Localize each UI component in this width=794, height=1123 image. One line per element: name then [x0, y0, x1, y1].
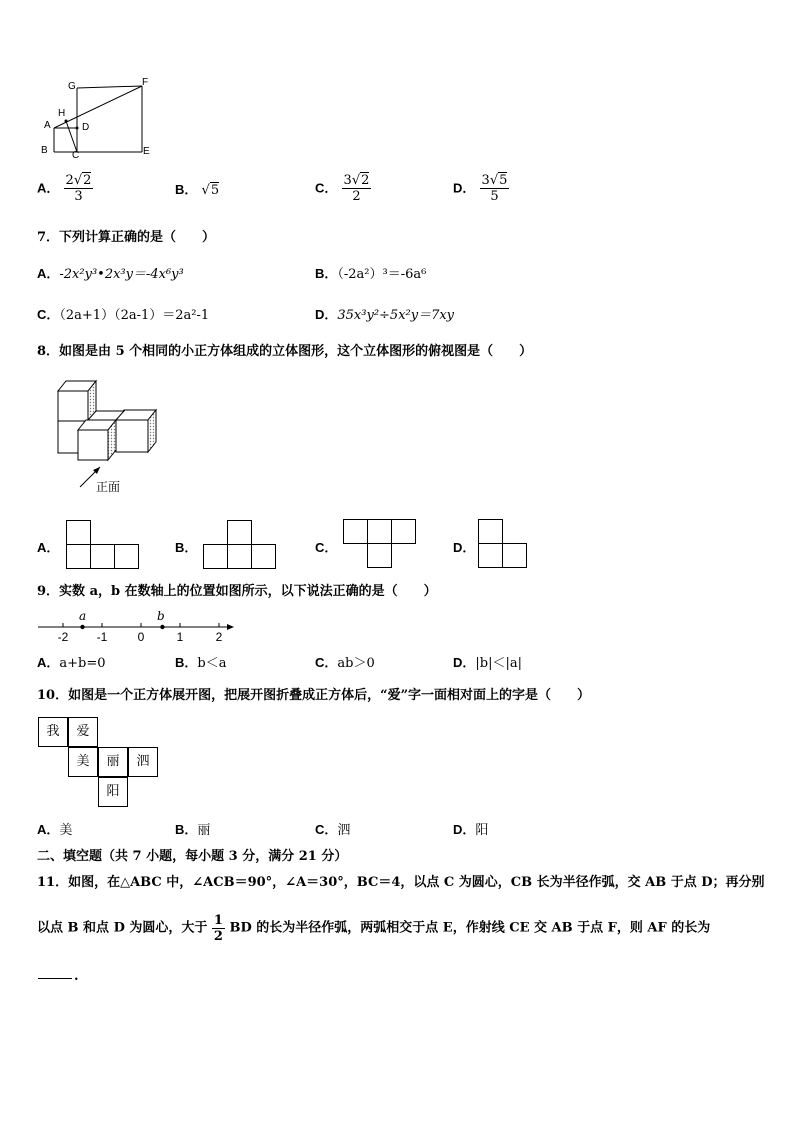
- q6-label-F: F: [142, 77, 149, 88]
- q9-option-d-letter: D．: [453, 655, 476, 670]
- q8-option-a-letter[interactable]: A．: [37, 540, 60, 555]
- q10-cube-net: [38, 717, 160, 807]
- q6-option-d-fraction: $\frac{3√5}{5}$: [481, 173, 508, 204]
- q9-option-b[interactable]: [175, 655, 226, 672]
- q7-stem: 7．下列计算正确的是（ ）: [37, 230, 216, 245]
- q6-label-C: C: [72, 150, 80, 161]
- q10-cell-mei: 美: [68, 747, 98, 777]
- q9-point-b-label: b: [157, 609, 165, 623]
- q11-line-2-post: BD 的长为半径作弧，两弧相交于点 E，作射线 CE 交 AB 于点 F，则 AF 的长为: [229, 920, 711, 936]
- q8-option-d-letter[interactable]: D．: [453, 540, 476, 555]
- q8-front-label: 正面: [96, 480, 121, 494]
- q9-option-a[interactable]: [37, 655, 106, 672]
- q7-option-b[interactable]: [315, 266, 426, 283]
- q10-cell-wo: 我: [38, 717, 68, 747]
- q9-option-d[interactable]: [453, 655, 522, 672]
- q9-option-c-text: ab＞0: [337, 656, 375, 671]
- q6-label-D: D: [82, 122, 90, 133]
- q9-point-a: [80, 625, 84, 629]
- q8-option-b-letter[interactable]: B．: [175, 540, 198, 555]
- q8-option-c-letter[interactable]: C．: [315, 540, 338, 555]
- q8-option-d-figure[interactable]: [478, 519, 530, 569]
- q10-cell-ai: 爱: [68, 717, 98, 747]
- q6-option-a[interactable]: [37, 173, 93, 204]
- q9-tick-label: 2: [215, 630, 223, 644]
- q6-option-c-fraction: $\frac{3√2}{2}$: [343, 173, 370, 204]
- q11-line-2: [37, 913, 710, 944]
- q10-option-a[interactable]: [37, 822, 72, 839]
- q6-option-b-value: √5: [201, 183, 220, 198]
- q6-label-B: B: [41, 145, 48, 156]
- q10-option-c-letter: C．: [315, 822, 338, 837]
- q6-option-a-letter: A．: [37, 180, 60, 196]
- q8-option-a-figure[interactable]: [66, 520, 141, 570]
- q7-option-d-text: 35x³y²÷5x²y＝7xy: [337, 308, 455, 323]
- q10-option-b-letter: B．: [175, 822, 198, 837]
- q8-option-b-figure[interactable]: [203, 520, 278, 570]
- q6-option-b[interactable]: [175, 182, 219, 199]
- q7-option-a-text: -2x²y³•2x³y＝-4x⁶y³: [59, 267, 184, 282]
- q6-option-c-letter: C．: [315, 180, 338, 196]
- q8-option-c-figure[interactable]: [343, 519, 418, 569]
- q7-option-a[interactable]: [37, 266, 184, 283]
- q9-option-d-text: |b|＜|a|: [475, 656, 522, 671]
- q9-point-b: [160, 625, 164, 629]
- q11-answer-blank[interactable]: [38, 978, 72, 979]
- q9-tick-label: -2: [57, 630, 69, 644]
- q7-option-d-letter: D．: [315, 307, 338, 322]
- q10-option-d-letter: D．: [453, 822, 476, 837]
- q6-option-b-letter: B．: [175, 182, 198, 197]
- q10-option-d[interactable]: [453, 822, 488, 839]
- q6-label-H: H: [58, 108, 66, 119]
- q7-option-c[interactable]: [37, 307, 209, 324]
- q10-option-d-text: 阳: [475, 823, 489, 838]
- q9-option-c-letter: C．: [315, 655, 338, 670]
- q9-tick-label: 1: [176, 630, 184, 644]
- q11-line-2-pre: 以点 B 和点 D 为圆心，大于: [37, 920, 208, 936]
- q9-number-line: [38, 607, 238, 643]
- q10-stem: 10．如图是一个正方体展开图，把展开图折叠成正方体后，“爱”字一面相对面上的字是（ ）: [37, 688, 591, 703]
- q10-option-a-letter: A．: [37, 822, 60, 837]
- q9-option-b-letter: B．: [175, 655, 198, 670]
- q10-option-c[interactable]: [315, 822, 350, 839]
- q7-option-a-letter: A．: [37, 266, 60, 281]
- q6-label-A: A: [44, 120, 51, 131]
- q9-option-a-text: a+b=0: [59, 656, 106, 671]
- q8-cube-figure: [56, 377, 166, 492]
- q7-option-c-text: （2a+1）（2a-1）＝2a²-1: [59, 308, 210, 323]
- q9-option-b-text: b＜a: [197, 656, 227, 671]
- q11-blank-period: .: [74, 969, 79, 984]
- q11-fraction: $\frac{1}{2}$: [213, 913, 223, 944]
- q9-tick-label: -1: [96, 630, 108, 644]
- q6-option-d-letter: D．: [453, 180, 476, 196]
- q9-stem: 9．实数 a，b 在数轴上的位置如图所示，以下说法正确的是（ ）: [37, 584, 437, 599]
- q10-option-b[interactable]: [175, 822, 210, 839]
- q7-option-d[interactable]: [315, 307, 454, 324]
- q6-option-c[interactable]: [315, 173, 371, 204]
- q10-option-a-text: 美: [59, 823, 73, 838]
- q6-geometry-figure: [36, 76, 156, 160]
- q9-option-a-letter: A．: [37, 655, 60, 670]
- q8-stem: 8．如图是由 5 个相同的小正方体组成的立体图形，这个立体图形的俯视图是（ ）: [37, 344, 533, 359]
- q10-option-b-text: 丽: [197, 823, 211, 838]
- q7-option-c-letter: C．: [37, 307, 60, 322]
- q10-cell-li: 丽: [98, 747, 128, 777]
- q11-line-1: 11．如图，在△ABC 中，∠ACB＝90°，∠A＝30°，BC＝4，以点 C 为圆心，CB 长为半径作弧，交 AB 于点 D；再分别: [37, 875, 765, 890]
- q10-option-c-text: 泗: [337, 823, 351, 838]
- q9-tick-label: 0: [137, 630, 145, 644]
- q6-option-a-fraction: $\frac{2√2}{3}$: [65, 173, 92, 204]
- q7-option-b-text: （-2a²）³＝-6a⁶: [337, 267, 427, 282]
- q6-label-E: E: [143, 146, 150, 157]
- q10-cell-yang: 阳: [98, 777, 128, 807]
- q9-point-a-label: a: [79, 609, 87, 623]
- q6-option-d[interactable]: [453, 173, 509, 204]
- q9-option-c[interactable]: [315, 655, 375, 672]
- section-2-title: 二、填空题（共 7 小题，每小题 3 分，满分 21 分）: [37, 849, 348, 864]
- q10-cell-si: 泗: [128, 747, 158, 777]
- q7-option-b-letter: B．: [315, 266, 338, 281]
- q6-label-G: G: [68, 81, 76, 92]
